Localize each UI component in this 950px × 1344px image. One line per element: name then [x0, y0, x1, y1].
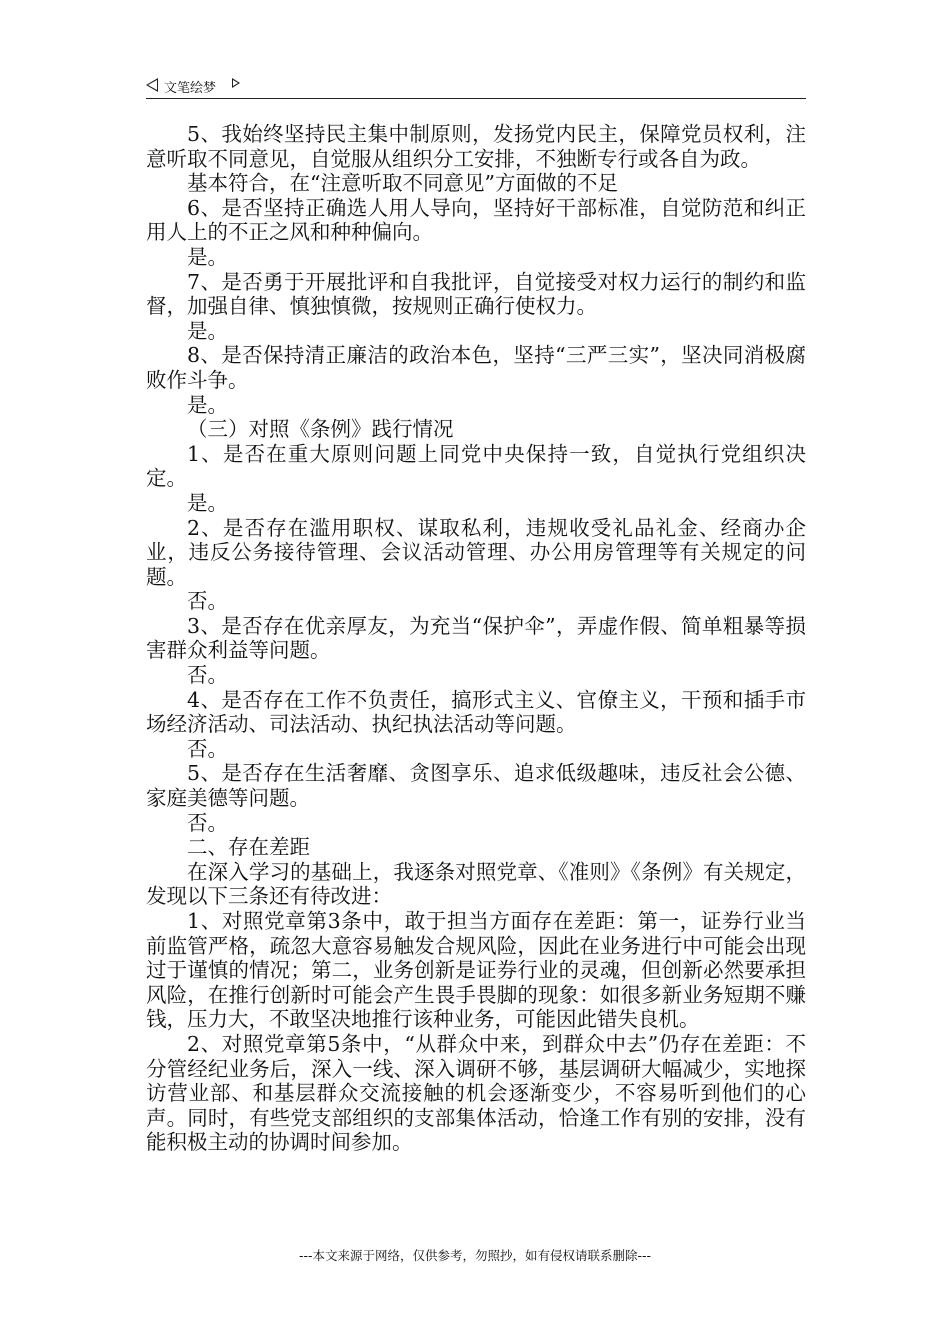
header-divider — [146, 98, 806, 99]
paragraph: 是。 — [187, 318, 228, 343]
triangle-right-icon — [232, 78, 240, 88]
paragraph: 8、是否保持清正廉洁的政治本色，坚持“三严三实”，坚决同消极腐败作斗争。 — [146, 343, 806, 392]
paragraph: 2、是否存在滥用职权、谋取私利，违规收受礼品礼金、经商办企业，违反公务接待管理、会议活动管理、办公用房管理等有关规定的问题。 — [146, 515, 806, 589]
paragraph: 否。 — [187, 736, 228, 761]
paragraph: 在深入学习的基础上，我逐条对照党章、《准则》《条例》有关规定，发现以下三条还有待改进： — [146, 859, 806, 909]
paragraph: 是。 — [187, 490, 228, 515]
paragraph: 否。 — [187, 589, 228, 614]
paragraph: 基本符合，在“注意听取不同意见”方面做的不足 — [187, 171, 618, 196]
section-heading: （三）对照《条例》践行情况 — [187, 417, 454, 442]
triangle-left-icon — [146, 78, 158, 92]
paragraph: 2、对照党章第5条中，“从群众中来，到群众中去”仍存在差距：不分管经纪业务后，深入一线、深入调研不够，基层调研大幅减少，实地探访营业部、和基层群众交流接触的机会逐渐变少，不容易听到他们的心声。同时，有些党支部组织的支部集体活动，恰逢工作有别的安排，没有能积极主动的协调时间参加。 — [146, 1031, 806, 1155]
paragraph: 4、是否存在工作不负责任，搞形式主义、官僚主义，干预和插手市场经济活动、司法活动、执纪执法活动等问题。 — [146, 687, 806, 737]
header-brand: 文笔绘梦 — [164, 81, 217, 96]
paragraph: 1、是否在重大原则问题上同党中央保持一致，自觉执行党组织决定。 — [146, 441, 806, 491]
paragraph: 是。 — [187, 392, 228, 417]
paragraph: 否。 — [187, 663, 228, 688]
paragraph: 是。 — [187, 244, 228, 269]
paragraph: 7、是否勇于开展批评和自我批评，自觉接受对权力运行的制约和监督，加强自律、慎独慎微，按规则正确行使权力。 — [146, 269, 806, 319]
paragraph: 3、是否存在优亲厚友，为充当“保护伞”，弄虚作假、简单粗暴等损害群众利益等问题。 — [146, 613, 806, 663]
paragraph: 5、是否存在生活奢靡、贪图享乐、追求低级趣味，违反社会公德、家庭美德等问题。 — [146, 761, 806, 811]
paragraph: 1、对照党章第3条中，敢于担当方面存在差距：第一，证券行业当前监管严格，疏忽大意容易触发合规风险，因此在业务进行中可能会出现过于谨慎的情况；第二，业务创新是证券行业的灵魂，但创新必然要承担风险，在推行创新时可能会产生畏手畏脚的现象：如很多新业务短期不赚钱，压力大，不敢坚决地推行该种业务，可能因此错失良机。 — [146, 909, 806, 1032]
document-body — [146, 122, 806, 1155]
section-heading: 二、存在差距 — [187, 835, 310, 860]
page-header — [146, 74, 806, 98]
footer-notice: ---本文来源于网络，仅供参考，勿照抄，如有侵权请联系删除--- — [298, 1248, 652, 1263]
paragraph: 6、是否坚持正确选人用人导向，坚持好干部标准，自觉防范和纠正用人上的不正之风和种种偏向。 — [146, 195, 806, 245]
paragraph: 否。 — [187, 810, 228, 835]
paragraph: 5、我始终坚持民主集中制原则，发扬党内民主，保障党员权利，注意听取不同意见，自觉服从组织分工安排，不独断专行或各自为政。 — [146, 122, 806, 171]
